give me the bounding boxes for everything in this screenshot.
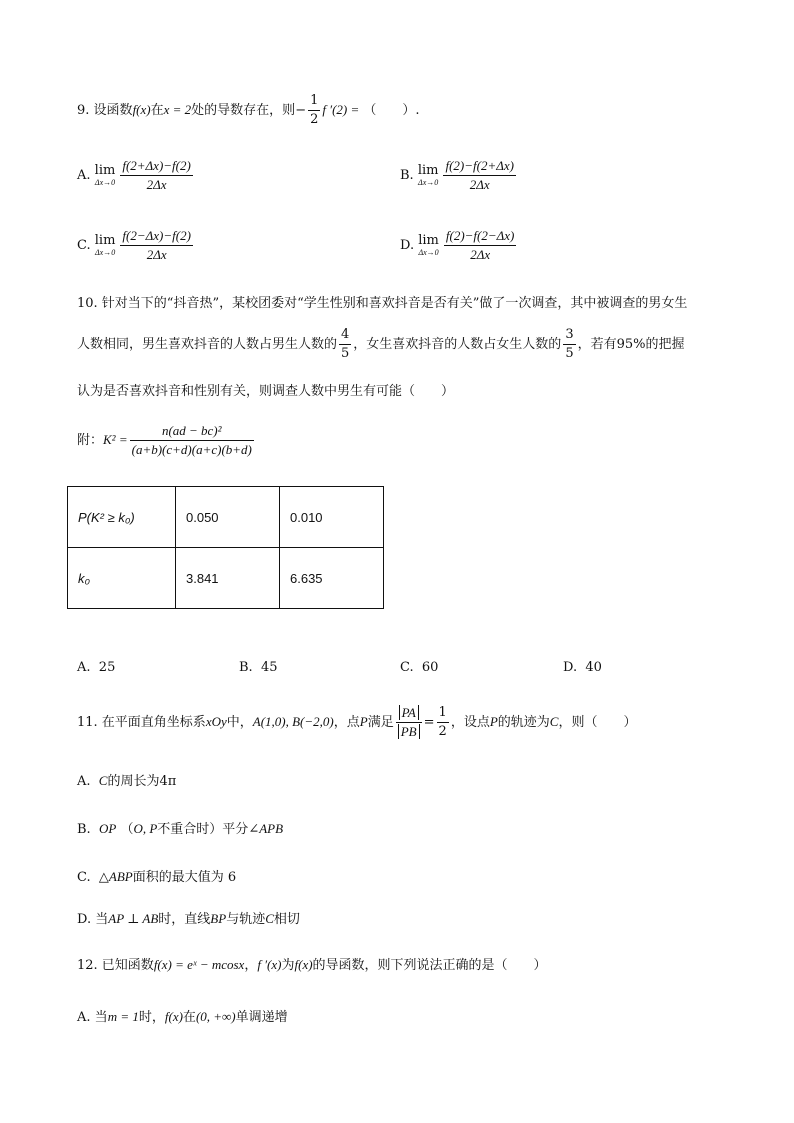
option-text-d: 相切 [273,912,300,927]
option-letter: C. [400,660,414,675]
option-letter: D. [563,660,578,675]
q10-line-2 [77,326,685,363]
option-text: 不重合时）平分 [157,822,249,837]
limit-subscript: Δx→0 [418,248,439,257]
option-letter: C. [77,870,91,885]
fraction-numerator [396,704,422,723]
paren: （ [120,822,134,837]
option-value: 40 [585,660,602,675]
q12-function-def: f(x) = eˣ − mcosx [153,957,245,972]
triangle-abp: △ABP [98,869,133,884]
q11-text-g: ，则（ ） [558,715,637,730]
curve-c: C [265,911,274,926]
q11-option-b[interactable] [77,818,283,837]
option-value: 60 [421,660,439,675]
fraction-denominator: 5 [565,346,574,361]
q12-text-b: ， [244,958,258,973]
option-fraction [443,157,516,194]
q12-derivative: f ′(x) [257,957,282,972]
q12-text-c: 为 [281,958,295,973]
q9-text-b: 在 [150,103,164,118]
q9-fx: f(x) [132,102,151,117]
points-op: O, P [133,821,158,836]
q11-option-a[interactable] [77,770,176,789]
limit [418,234,439,257]
option-text: 的周长为4π [107,774,177,789]
option-letter: D. [400,238,415,253]
option-letter: B. [77,822,91,837]
option-text-c: 与轨迹 [226,912,266,927]
k2-fraction [130,422,254,459]
q11-text-c: ，点 [333,715,360,730]
fraction-denominator: 2Δx [470,247,491,262]
q11-option-c[interactable] [77,866,236,885]
option-fraction [444,227,517,264]
option-letter: C. [77,238,91,253]
fraction-denominator: 2 [438,724,447,739]
q9-condition: x = 2 [163,102,192,117]
option-text-a: 当 [94,1010,108,1025]
table-cell: 0.010 [280,487,384,548]
limit-word: lim [418,233,439,248]
curve-c: C [98,773,108,788]
option-letter: A. [77,660,91,675]
limit-word: lim [94,233,116,248]
fraction-denominator: (a+b)(c+d)(a+c)(b+d) [131,442,252,457]
fraction-numerator: 1 [437,704,449,723]
fraction-denominator: 2Δx [469,177,490,192]
interval: (0, +∞) [195,1009,236,1024]
q11-equals: = [423,715,435,730]
ratio-den-text: PB [398,724,420,739]
q11-text-e: ，设点 [450,715,490,730]
q11-text-a: 11. 在平面直角坐标系 [77,715,206,730]
q11-point-p-2: P [489,714,498,729]
q9-half-num: 1 [308,92,320,111]
q10-fraction-girls [563,326,575,363]
q11-xoy: xOy [205,714,227,729]
appendix-label: 附： [77,433,104,448]
fraction-denominator: 2Δx [146,247,167,262]
q10-line-3: 认为是否喜欢抖音和性别有关，则调查人数中男生有可能（ ） [77,384,455,399]
limit [418,164,439,187]
fraction-numerator: f(2−Δx)−f(2) [120,227,193,246]
table-header-probability: P(K² ≥ k₀) [68,487,176,548]
q10-option-d[interactable] [563,660,602,675]
table-cell: 6.635 [280,548,384,609]
fraction-denominator: 2Δx [146,177,167,192]
table-row-label: k₀ [68,548,176,609]
option-fx: f(x) [164,1009,183,1024]
limit [95,234,116,257]
option-text-b: 时，直线 [158,912,211,927]
table-cell: 3.841 [176,548,280,609]
option-letter: B. [400,168,414,183]
perp-condition: AP ⊥ AB [108,911,159,926]
q9-number: 9. [77,103,90,118]
q12-text-a: 12. 已知函数 [77,958,154,973]
q9-option-c[interactable] [77,227,195,264]
q10-text-b: ，女生喜欢抖音的人数占女生人数的 [353,337,562,352]
q11-curve-c: C [549,714,559,729]
q9-text-c: 处的导数存在，则 [191,103,296,118]
q11-text-b: 中， [226,715,253,730]
q12-stem [77,954,547,973]
q12-option-a[interactable] [77,1006,288,1025]
k2-lhs: K² = [103,432,128,447]
segment-op: OP [98,821,117,836]
q9-option-d[interactable] [400,227,518,264]
q9-minus: − [295,103,307,118]
limit [95,164,116,187]
limit-subscript: Δx→0 [418,178,439,187]
option-text: 面积的最大值为 6 [132,870,237,885]
q11-point-p: P [359,714,368,729]
q11-text-d: 满足 [367,715,394,730]
fraction-numerator: 3 [563,326,575,345]
fraction-numerator: f(2)−f(2+Δx) [443,157,516,176]
fraction-numerator: f(2)−f(2−Δx) [444,227,517,246]
q9-half-den: 2 [310,112,319,127]
option-fraction [120,227,193,264]
table-cell: 0.050 [176,487,280,548]
m-condition: m = 1 [107,1009,139,1024]
q12-text-d: 的导函数，则下列说法正确的是（ ） [312,958,547,973]
fraction-numerator: 4 [339,326,351,345]
q10-option-c[interactable] [400,660,438,675]
q11-ratio-fraction [396,704,422,741]
option-text-d: 单调递增 [235,1010,288,1025]
q9-option-b[interactable] [400,157,518,194]
q10-line-1: 10. 针对当下的“抖音热”，某校团委对“学生性别和喜欢抖音是否有关”做了一次调查，其中被调查的男女生 [77,296,688,311]
q12-fx: f(x) [294,957,313,972]
q10-option-a[interactable] [77,660,115,675]
option-letter: D. [77,912,92,927]
q9-tail: （ ）. [363,103,420,118]
q11-text-f: 的轨迹为 [497,715,550,730]
q9-half-fraction [308,92,320,129]
option-fraction [120,157,193,194]
q10-option-b[interactable] [239,660,278,675]
option-letter: A. [77,1010,91,1025]
q10-appendix-formula [77,422,256,459]
option-value: 25 [98,660,116,675]
option-text-b: 时， [138,1010,165,1025]
limit-word: lim [417,163,439,178]
q9-stem [77,92,420,129]
option-text-c: 在 [182,1010,196,1025]
table-row [68,487,384,548]
fraction-denominator: 5 [341,346,350,361]
fraction-denominator [396,723,422,741]
q9-derivative: f ′(2) = [322,102,360,117]
fraction-numerator: f(2+Δx)−f(2) [120,157,193,176]
option-text-a: 当 [95,912,109,927]
ratio-num-text: PA [399,705,419,720]
limit-word: lim [94,163,116,178]
q11-stem [77,704,636,741]
critical-value-table [67,486,384,609]
option-letter: A. [77,774,91,789]
limit-subscript: Δx→0 [94,248,116,257]
q10-fraction-boys [339,326,351,363]
q10-text-c: ，若有95%的把握 [577,337,685,352]
q10-text-a: 人数相同，男生喜欢抖音的人数占男生人数的 [77,337,338,352]
q11-half-fraction [437,704,449,741]
angle-apb: ∠APB [248,821,284,836]
q9-option-a[interactable] [77,157,195,194]
option-letter: A. [77,168,91,183]
limit-subscript: Δx→0 [94,178,116,187]
fraction-numerator: n(ad − bc)² [130,422,254,441]
option-letter: B. [239,660,253,675]
line-bp: BP [210,911,227,926]
table-row [68,548,384,609]
q9-text-a: 设函数 [93,103,133,118]
q11-points: A(1,0), B(−2,0) [252,714,334,729]
option-value: 45 [260,660,278,675]
q11-option-d[interactable] [77,908,300,927]
